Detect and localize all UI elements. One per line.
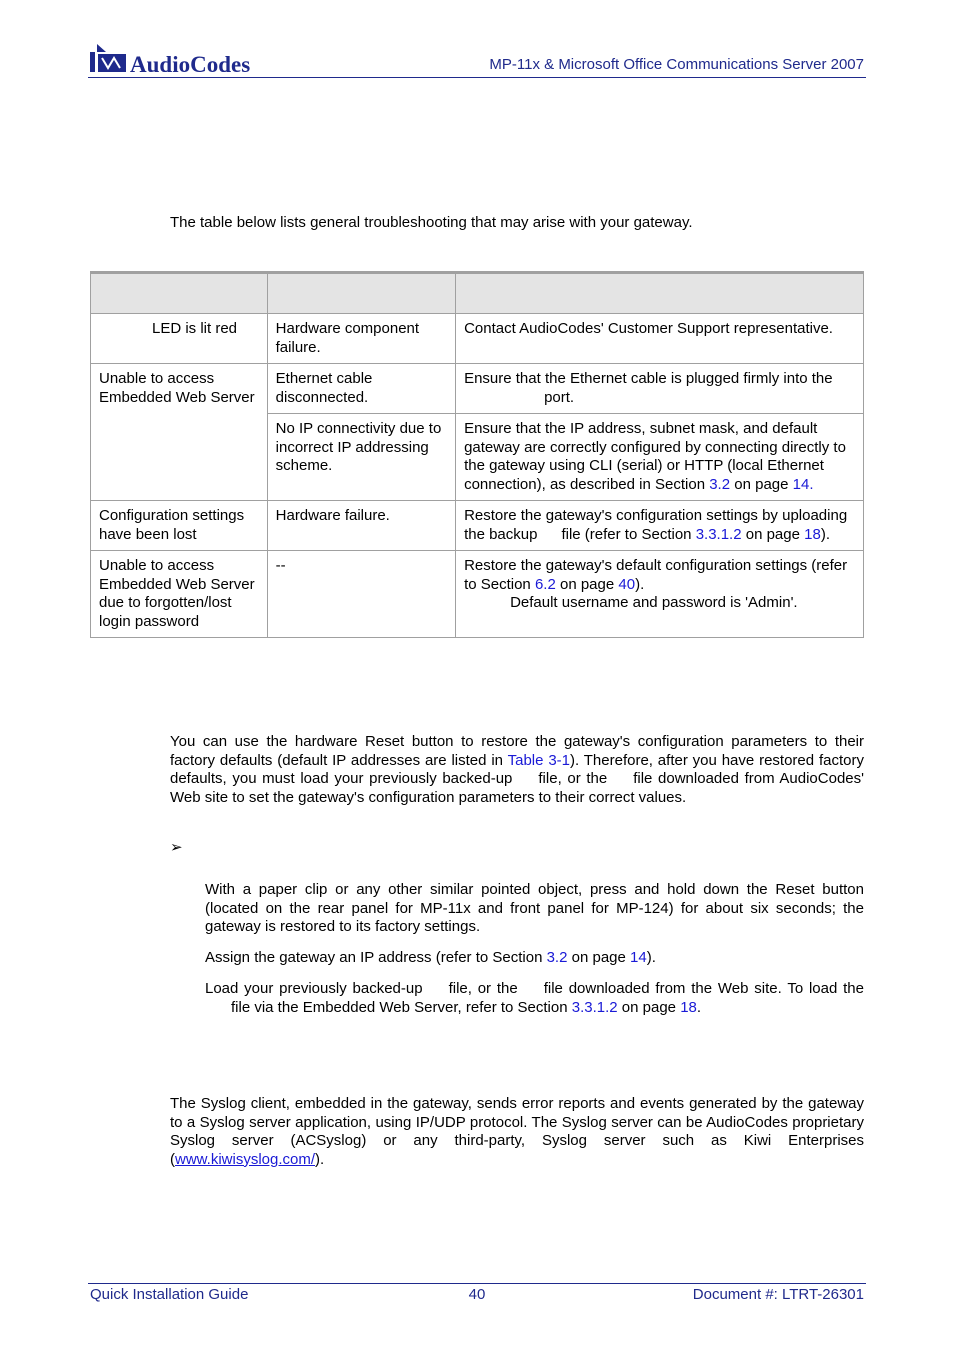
troubleshooting-table (90, 271, 864, 638)
table-cell-solution: Ensure that the Ethernet cable is plugged firmly into the port. (456, 364, 864, 414)
section-link-3-2[interactable]: 3.2 (546, 949, 568, 966)
procedure-step-3: Load your previously backed-up file, or the file downloaded from the Web site. To load thefile via the Embedded Web Server, refer to Section 3.3.1.2 on page 18. (205, 980, 864, 1016)
table-cell-problem: Unable to access Embedded Web Server (91, 364, 268, 414)
page-link-18[interactable]: 18 (680, 998, 697, 1016)
table-cell-cause: -- (267, 551, 455, 638)
intro-text: The table below lists general troubleshooting that may arise with your gateway. (170, 214, 693, 231)
table-cell-cause: Hardware component failure. (267, 314, 455, 364)
table-cell-problem: Unable to access Embedded Web Server due to forgotten/lost login password (91, 551, 268, 638)
procedure-step-2: Assign the gateway an IP address (refer to Section 3.2 on page 14). (205, 949, 656, 966)
kiwisyslog-link[interactable]: www.kiwisyslog.com/ (175, 1150, 316, 1168)
table-cell-solution: Restore the gateway's configuration settings by uploading the backup file (refer to Section 3.3.1.2 on page 18). (456, 501, 864, 551)
footer-guide-title: Quick Installation Guide (90, 1286, 249, 1303)
procedure-arrow-icon: ➢ (170, 839, 183, 856)
syslog-paragraph: The Syslog client, embedded in the gateway, sends error reports and events generated by the gateway to a Syslog server application, using IP/UDP protocol. The Syslog server can be AudioCodes proprietary Syslog server (ACSyslog) or any third-party, Syslog server such as Kiwi Enterprises (www.kiwisyslog.com/). (170, 1095, 864, 1168)
table-row (91, 551, 864, 638)
note-text: Default username and password is 'Admin'. (510, 594, 798, 611)
section-link-3-3-1-2[interactable]: 3.3.1.2 (695, 525, 742, 543)
table-cell-solution: Contact AudioCodes' Customer Support representative. (456, 314, 864, 364)
table-cell-problem (91, 314, 268, 364)
table-cell-solution: Ensure that the IP address, subnet mask, and default gateway are correctly configured by connecting directly to the gateway using CLI (serial) or HTTP (local Ethernet connection), as described in Section 3.2 on page 14. (456, 414, 864, 501)
problem-text: LED is lit red (152, 320, 238, 337)
page-link-14[interactable]: 14 (630, 949, 647, 966)
table-cell-cause: Hardware failure. (267, 501, 455, 551)
table-row (91, 501, 864, 551)
section-link-3-3-1-2[interactable]: 3.3.1.2 (571, 998, 618, 1016)
reset-paragraph: You can use the hardware Reset button to restore the gateway's configuration parameters to their factory defaults (default IP addresses are listed in Table 3-1). Therefore, after you have restored factory defaults, you must load your previously backed-up file, or the file downloaded from AudioCodes' Web site to set the gateway's configuration parameters to their correct values. (170, 733, 864, 806)
table-row (91, 364, 864, 414)
footer-page-number: 40 (468, 1286, 486, 1303)
page-link-18[interactable]: 18 (804, 525, 821, 543)
table-header-solution (456, 273, 864, 314)
footer-rule (88, 1283, 866, 1284)
footer-document-number: Document #: LTRT-26301 (692, 1286, 864, 1303)
table-cell-problem-empty (91, 414, 268, 501)
header-rule (88, 77, 866, 78)
table-cell-problem: Configuration settings have been lost (91, 501, 268, 551)
section-link-3-2[interactable]: 3.2 (709, 475, 731, 493)
audiocodes-logo (88, 42, 258, 76)
logo-text: AudioCodes (130, 52, 251, 76)
table-cell-solution: Restore the gateway's default configuration settings (refer to Section 6.2 on page 40). Default username and password is 'Admin'. (456, 551, 864, 638)
section-link-6-2[interactable]: 6.2 (534, 575, 556, 593)
header-title: MP-11x & Microsoft Office Communications Server 2007 (489, 56, 864, 73)
table-header-problem (91, 273, 268, 314)
table-row (91, 414, 864, 501)
table-cell-cause: Ethernet cable disconnected. (267, 364, 455, 414)
page-link-14[interactable]: 14 (792, 475, 810, 493)
table-3-1-link[interactable]: Table 3-1 (507, 751, 571, 769)
table-header-cause (267, 273, 455, 314)
table-cell-cause: No IP connectivity due to incorrect IP addressing scheme. (267, 414, 455, 501)
page-link-40[interactable]: 40 (618, 575, 636, 593)
table-header-row (91, 273, 864, 314)
procedure-step-1: With a paper clip or any other similar pointed object, press and hold down the Reset button (located on the rear panel for MP-11x and front panel for MP-124) for about six seconds; the gateway is restored to its factory settings. (205, 881, 864, 935)
table-row (91, 314, 864, 364)
